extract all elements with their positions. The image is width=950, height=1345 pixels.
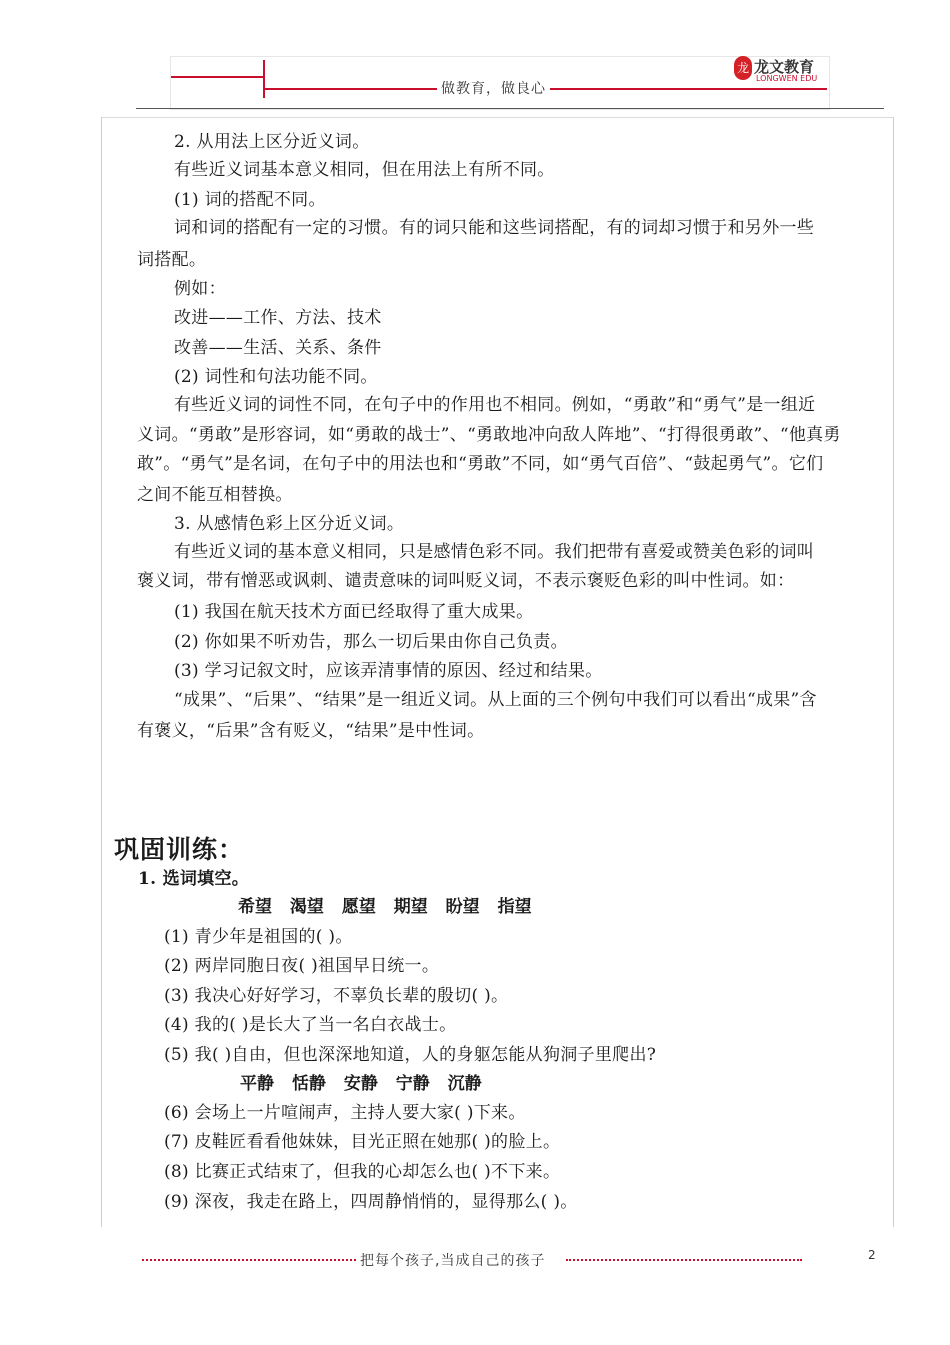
exercise-item: (6) 会场上一片喧闹声，主持人要大家( )下来。 [164,1103,526,1123]
footer-dotted-line-right [566,1259,802,1261]
exercise-item: (4) 我的( )是长大了当一名白衣战士。 [164,1015,457,1035]
header-red-line-vertical [263,60,265,98]
lesson-line: 之间不能互相替换。 [137,485,293,505]
frame-left [101,117,102,1227]
lesson-line: 词搭配。 [137,250,207,270]
frame-right [893,117,894,1227]
lesson-line: 有些近义词的词性不同，在句子中的作用也不相同。例如，“勇敢”和“勇气”是一组近 [174,395,816,415]
logo-subtitle: LONGWEN EDU [756,74,818,83]
lesson-line: (1) 我国在航天技术方面已经取得了重大成果。 [174,602,534,622]
lesson-line: 3. 从感情色彩上区分近义词。 [174,514,405,534]
lesson-line: 褒义词，带有憎恶或讽刺、谴责意味的词叫贬义词，不表示褒贬色彩的叫中性词。如： [137,571,795,591]
exercise-item: (5) 我( )自由，但也深深地知道，人的身躯怎能从狗洞子里爬出? [164,1045,657,1065]
lesson-line: 义词。“勇敢”是形容词，如“勇敢的战士”、“勇敢地冲向敌人阵地”、“打得很勇敢”、“他真勇 [137,425,841,445]
exercise-item: (3) 我决心好好学习，不辜负长辈的殷切( )。 [164,986,509,1006]
lesson-line: 有褒义，“后果”含有贬义，“结果”是中性词。 [137,721,485,741]
logo-text: 龙文教育 [754,58,815,76]
lesson-line: 改善——生活、关系、条件 [174,338,382,358]
footer-dotted-line-left [142,1259,356,1261]
lesson-line: 词和词的搭配有一定的习惯。有的词只能和这些词搭配，有的词却习惯于和另外一些 [174,218,815,238]
frame-top [101,117,894,118]
lesson-line: “成果”、“后果”、“结果”是一组近义词。从上面的三个例句中我们可以看出“成果”含 [174,690,817,710]
footer-motto: 把每个孩子,当成自己的孩子 [360,1253,546,1269]
lesson-line: (2) 词性和句法功能不同。 [174,367,378,387]
lesson-line: 改进——工作、方法、技术 [174,308,382,328]
lesson-line: (2) 你如果不听劝告，那么一切后果由你自己负责。 [174,632,568,652]
question-label: 1. 选词填空。 [138,869,250,889]
exercise-item: (9) 深夜，我走在路上，四周静悄悄的，显得那么( )。 [164,1192,578,1212]
header-red-line-left [171,76,263,78]
word-bank-2: 平静 恬静 安静 宁静 沉静 [240,1074,482,1094]
exercise-item: (8) 比赛正式结束了，但我的心却怎么也( )不下来。 [164,1162,561,1182]
lesson-line: 有些近义词基本意义相同，但在用法上有所不同。 [174,160,555,180]
exercise-item: (2) 两岸同胞日夜( )祖国早日统一。 [164,956,440,976]
lesson-line: 例如： [174,279,226,299]
brand-logo [734,56,818,84]
lesson-line: (1) 词的搭配不同。 [174,190,326,210]
header-slogan: 做教育，做良心 [437,78,550,98]
logo-mark-icon: 龙 [734,56,752,80]
lesson-line: (3) 学习记叙文时，应该弄清事情的原因、经过和结果。 [174,661,603,681]
exercise-item: (7) 皮鞋匠看看他妹妹，目光正照在她那( )的脸上。 [164,1132,561,1152]
lesson-line: 有些近义词的基本意义相同，只是感情色彩不同。我们把带有喜爱或赞美色彩的词叫 [174,542,815,562]
word-bank-1: 希望 渴望 愿望 期望 盼望 指望 [238,897,532,917]
exercise-title: 巩固训练： [114,835,245,864]
page-number: 2 [868,1248,876,1262]
header-rule [136,108,884,109]
exercise-item: (1) 青少年是祖国的( )。 [164,927,353,947]
lesson-line: 2. 从用法上区分近义词。 [174,132,370,152]
lesson-line: 敢”。“勇气”是名词，在句子中的用法也和“勇敢”不同，如“勇气百倍”、“鼓起勇气”。它们 [137,454,824,474]
